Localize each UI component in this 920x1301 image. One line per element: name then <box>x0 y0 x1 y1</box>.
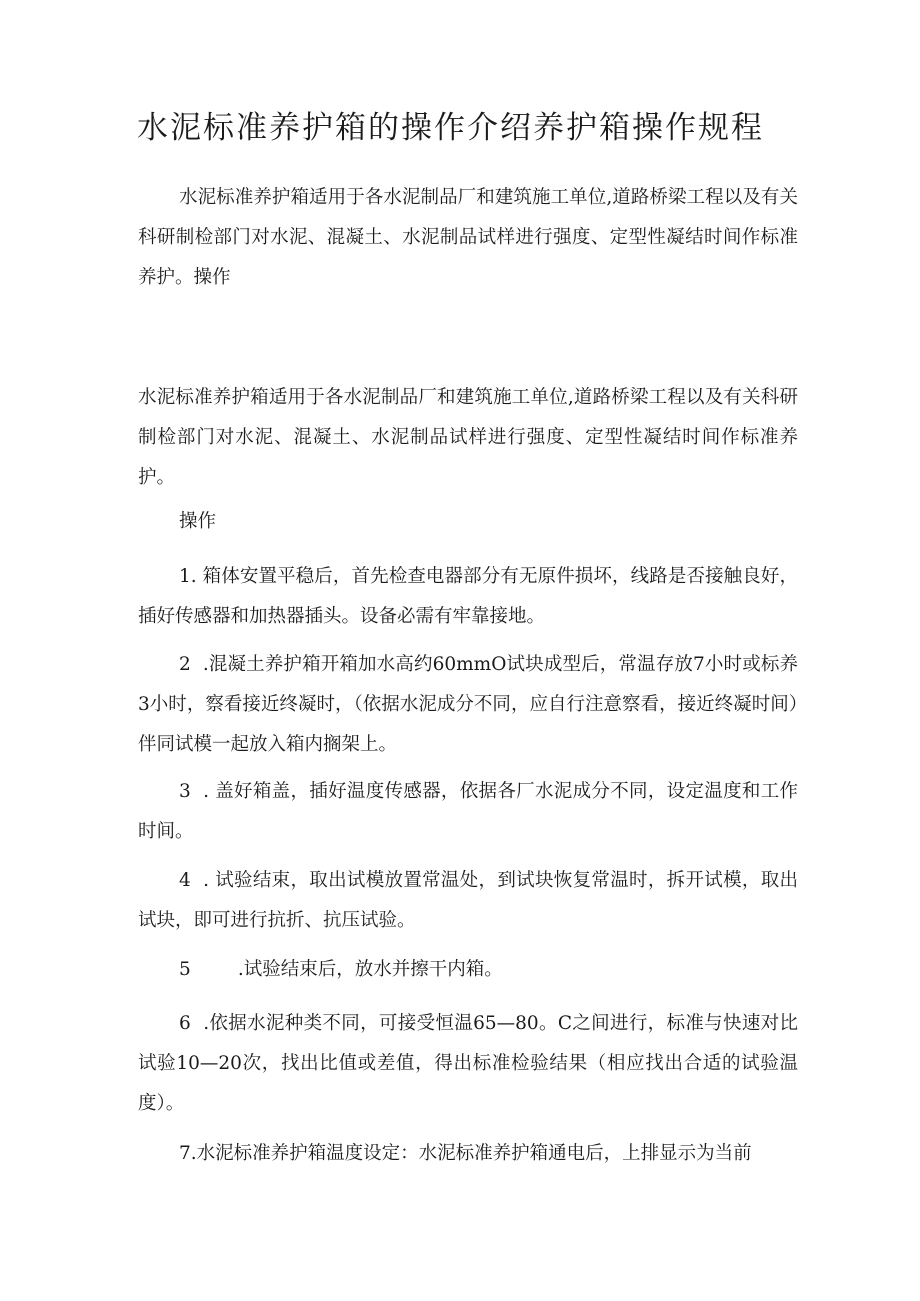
section-label: 操作 <box>179 511 217 532</box>
step-1: 1. 箱体安置平稳后，首先检查电器部分有无原件损坏，线路是否接触良好，插好传感器和加热器插头。设备必需有牢靠接地。 <box>138 566 798 627</box>
step-7: 7.水泥标准养护箱温度设定：水泥标准养护箱通电后，上排显示为当前 <box>179 1143 752 1164</box>
step-3: 3 . 盖好箱盖，插好温度传感器，依据各厂水泥成分不同，设定温度和工作时间。 <box>138 781 798 842</box>
step-4: 4 . 试验结束，取出试模放置常温处，到试块恢复常温时，拆开试模，取出试块，即可进行抗折、抗压试验。 <box>138 870 798 931</box>
step-2: 2 .混凝土养护箱开箱加水高约60mmO试块成型后，常温存放7小时或标养3小时，察看接近终凝时，（依据水泥成分不同，应自行注意察看，接近终凝时间）伴同试模一起放入箱内搁架上。 <box>138 654 798 755</box>
document-title: 水泥标准养护箱的操作介绍养护箱操作规程 <box>137 110 764 146</box>
intro-paragraph: 水泥标准养护箱适用于各水泥制品厂和建筑施工单位,道路桥梁工程以及有关科研制检部门对水泥、混凝土、水泥制品试样进行强度、定型性凝结时间作标准养护。操作 <box>138 187 798 288</box>
body-paragraph: 水泥标准养护箱适用于各水泥制品厂和建筑施工单位,道路桥梁工程以及有关科研制检部门对水泥、混凝土、水泥制品试样进行强度、定型性凝结时间作标准养护。 <box>138 387 798 488</box>
step-6: 6 .依据水泥种类不同，可接受恒温65—80。C之间进行，标准与快速对比试验10—20次，找出比值或差值，得出标准检验结果（相应找出合适的试验温度）。 <box>138 1013 798 1114</box>
step-5: 5 .试验结束后，放水并擦干内箱。 <box>179 959 503 980</box>
